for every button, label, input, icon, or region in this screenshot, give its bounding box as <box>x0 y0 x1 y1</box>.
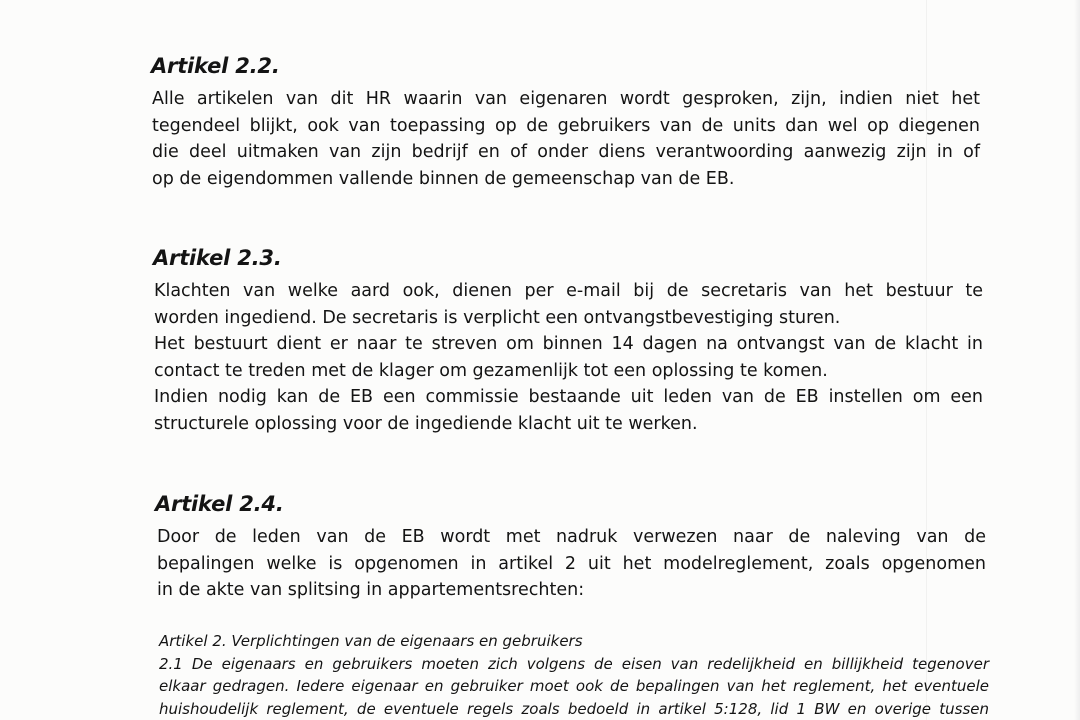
article-2-2-line: op de eigendommen vallende binnen de gemeenschap van de EB. <box>152 168 735 189</box>
article-2-3-body <box>154 278 983 437</box>
quote-line: 2.1 De eigenaars en gebruikers moeten zich volgens de eisen van redelijkheid en billijkheid tegenover <box>159 654 989 673</box>
quote-line: huishoudelijk reglement, de eventuele regels zoals bedoeld in artikel 5:128, lid 1 BW en overige tussen <box>159 699 989 718</box>
quote-line: elkaar gedragen. Iedere eigenaar en gebruiker moet ook de bepalingen van het reglement, het eventuele <box>159 677 989 695</box>
article-2-4-line: bepalingen welke is opgenomen in artikel 2 uit het modelreglement, zoals opgenomen <box>157 553 986 574</box>
model-regulation-quote <box>159 630 989 720</box>
article-2-4-body <box>157 524 986 604</box>
article-2-3-heading: Artikel 2.3. <box>153 246 282 270</box>
quote-title: Artikel 2. Verplichtingen van de eigenaars en gebruikers <box>159 632 583 650</box>
article-2-3-line: structurele oplossing voor de ingediende klacht uit te werken. <box>154 413 698 434</box>
article-2-2-heading: Artikel 2.2. <box>151 54 280 78</box>
article-2-2-line: tegendeel blijkt, ook van toepassing op de gebruikers van de units dan wel op diegenen <box>152 115 980 136</box>
article-2-4-heading: Artikel 2.4. <box>155 492 284 516</box>
article-2-3-line: Het bestuurt dient er naar te streven om binnen 14 dagen na ontvangst van de klacht in <box>154 334 983 354</box>
article-2-3-line: Indien nodig kan de EB een commissie bestaande uit leden van de EB instellen om een <box>154 387 983 407</box>
article-2-3-line: worden ingediend. De secretaris is verplicht een ontvangstbevestiging sturen. <box>154 307 841 328</box>
scan-edge-shadow <box>1074 0 1080 720</box>
article-2-2-line: Alle artikelen van dit HR waarin van eigenaren wordt gesproken, zijn, indien niet het <box>152 89 980 109</box>
article-2-2-line: die deel uitmaken van zijn bedrijf en of onder diens verantwoording aanwezig zijn in of <box>152 142 980 162</box>
article-2-4-line: in de akte van splitsing in appartementsrechten: <box>157 580 585 600</box>
article-2-3-line: Klachten van welke aard ook, dienen per e-mail bij de secretaris van het bestuur te <box>154 281 983 301</box>
article-2-2-body <box>152 86 980 192</box>
article-2-4-line: Door de leden van de EB wordt met nadruk verwezen naar de naleving van de <box>157 527 986 547</box>
article-2-3-line: contact te treden met de klager om gezamenlijk tot een oplossing te komen. <box>154 360 828 381</box>
